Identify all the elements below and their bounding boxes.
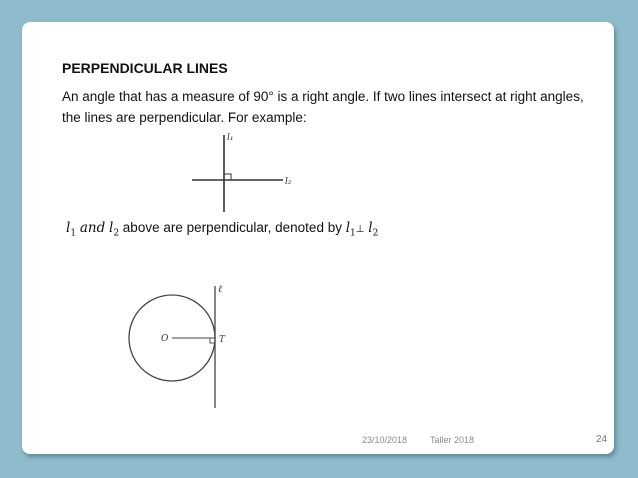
perpendicular-statement [66, 220, 378, 239]
statement-text: above are perpendicular, denoted by [119, 220, 346, 235]
perpendicular-lines-figure [187, 132, 307, 214]
right-angle-mark [224, 174, 231, 180]
footer-date: 23/10/2018 [362, 435, 408, 445]
symbol-l1-notation: $l_1$ [345, 220, 356, 239]
symbol-l1: $l_1$ [66, 220, 77, 239]
circle-tangent-figure [122, 280, 252, 412]
label-o: O [161, 334, 169, 344]
definition-paragraph: An angle that has a measure of 90° is a right angle. If two lines intersect at right angles, the lines are perpendicular. For example: [62, 89, 584, 125]
label-l1: l₁ [227, 133, 234, 143]
label-ell: ℓ [218, 284, 223, 295]
perpendicular-symbol: ⊥ [355, 224, 365, 235]
label-l2: l₂ [285, 177, 292, 187]
page-number: 24 [596, 434, 608, 445]
footer-center: Taller 2018 [430, 435, 475, 445]
symbol-l2: $l_2$ [108, 220, 120, 239]
slide [22, 22, 614, 454]
slide-title: PERPENDICULAR LINES [62, 60, 228, 76]
symbol-l2-notation: $l_2$ [368, 220, 379, 239]
word-and: and [79, 220, 106, 236]
label-t: T [219, 335, 226, 345]
